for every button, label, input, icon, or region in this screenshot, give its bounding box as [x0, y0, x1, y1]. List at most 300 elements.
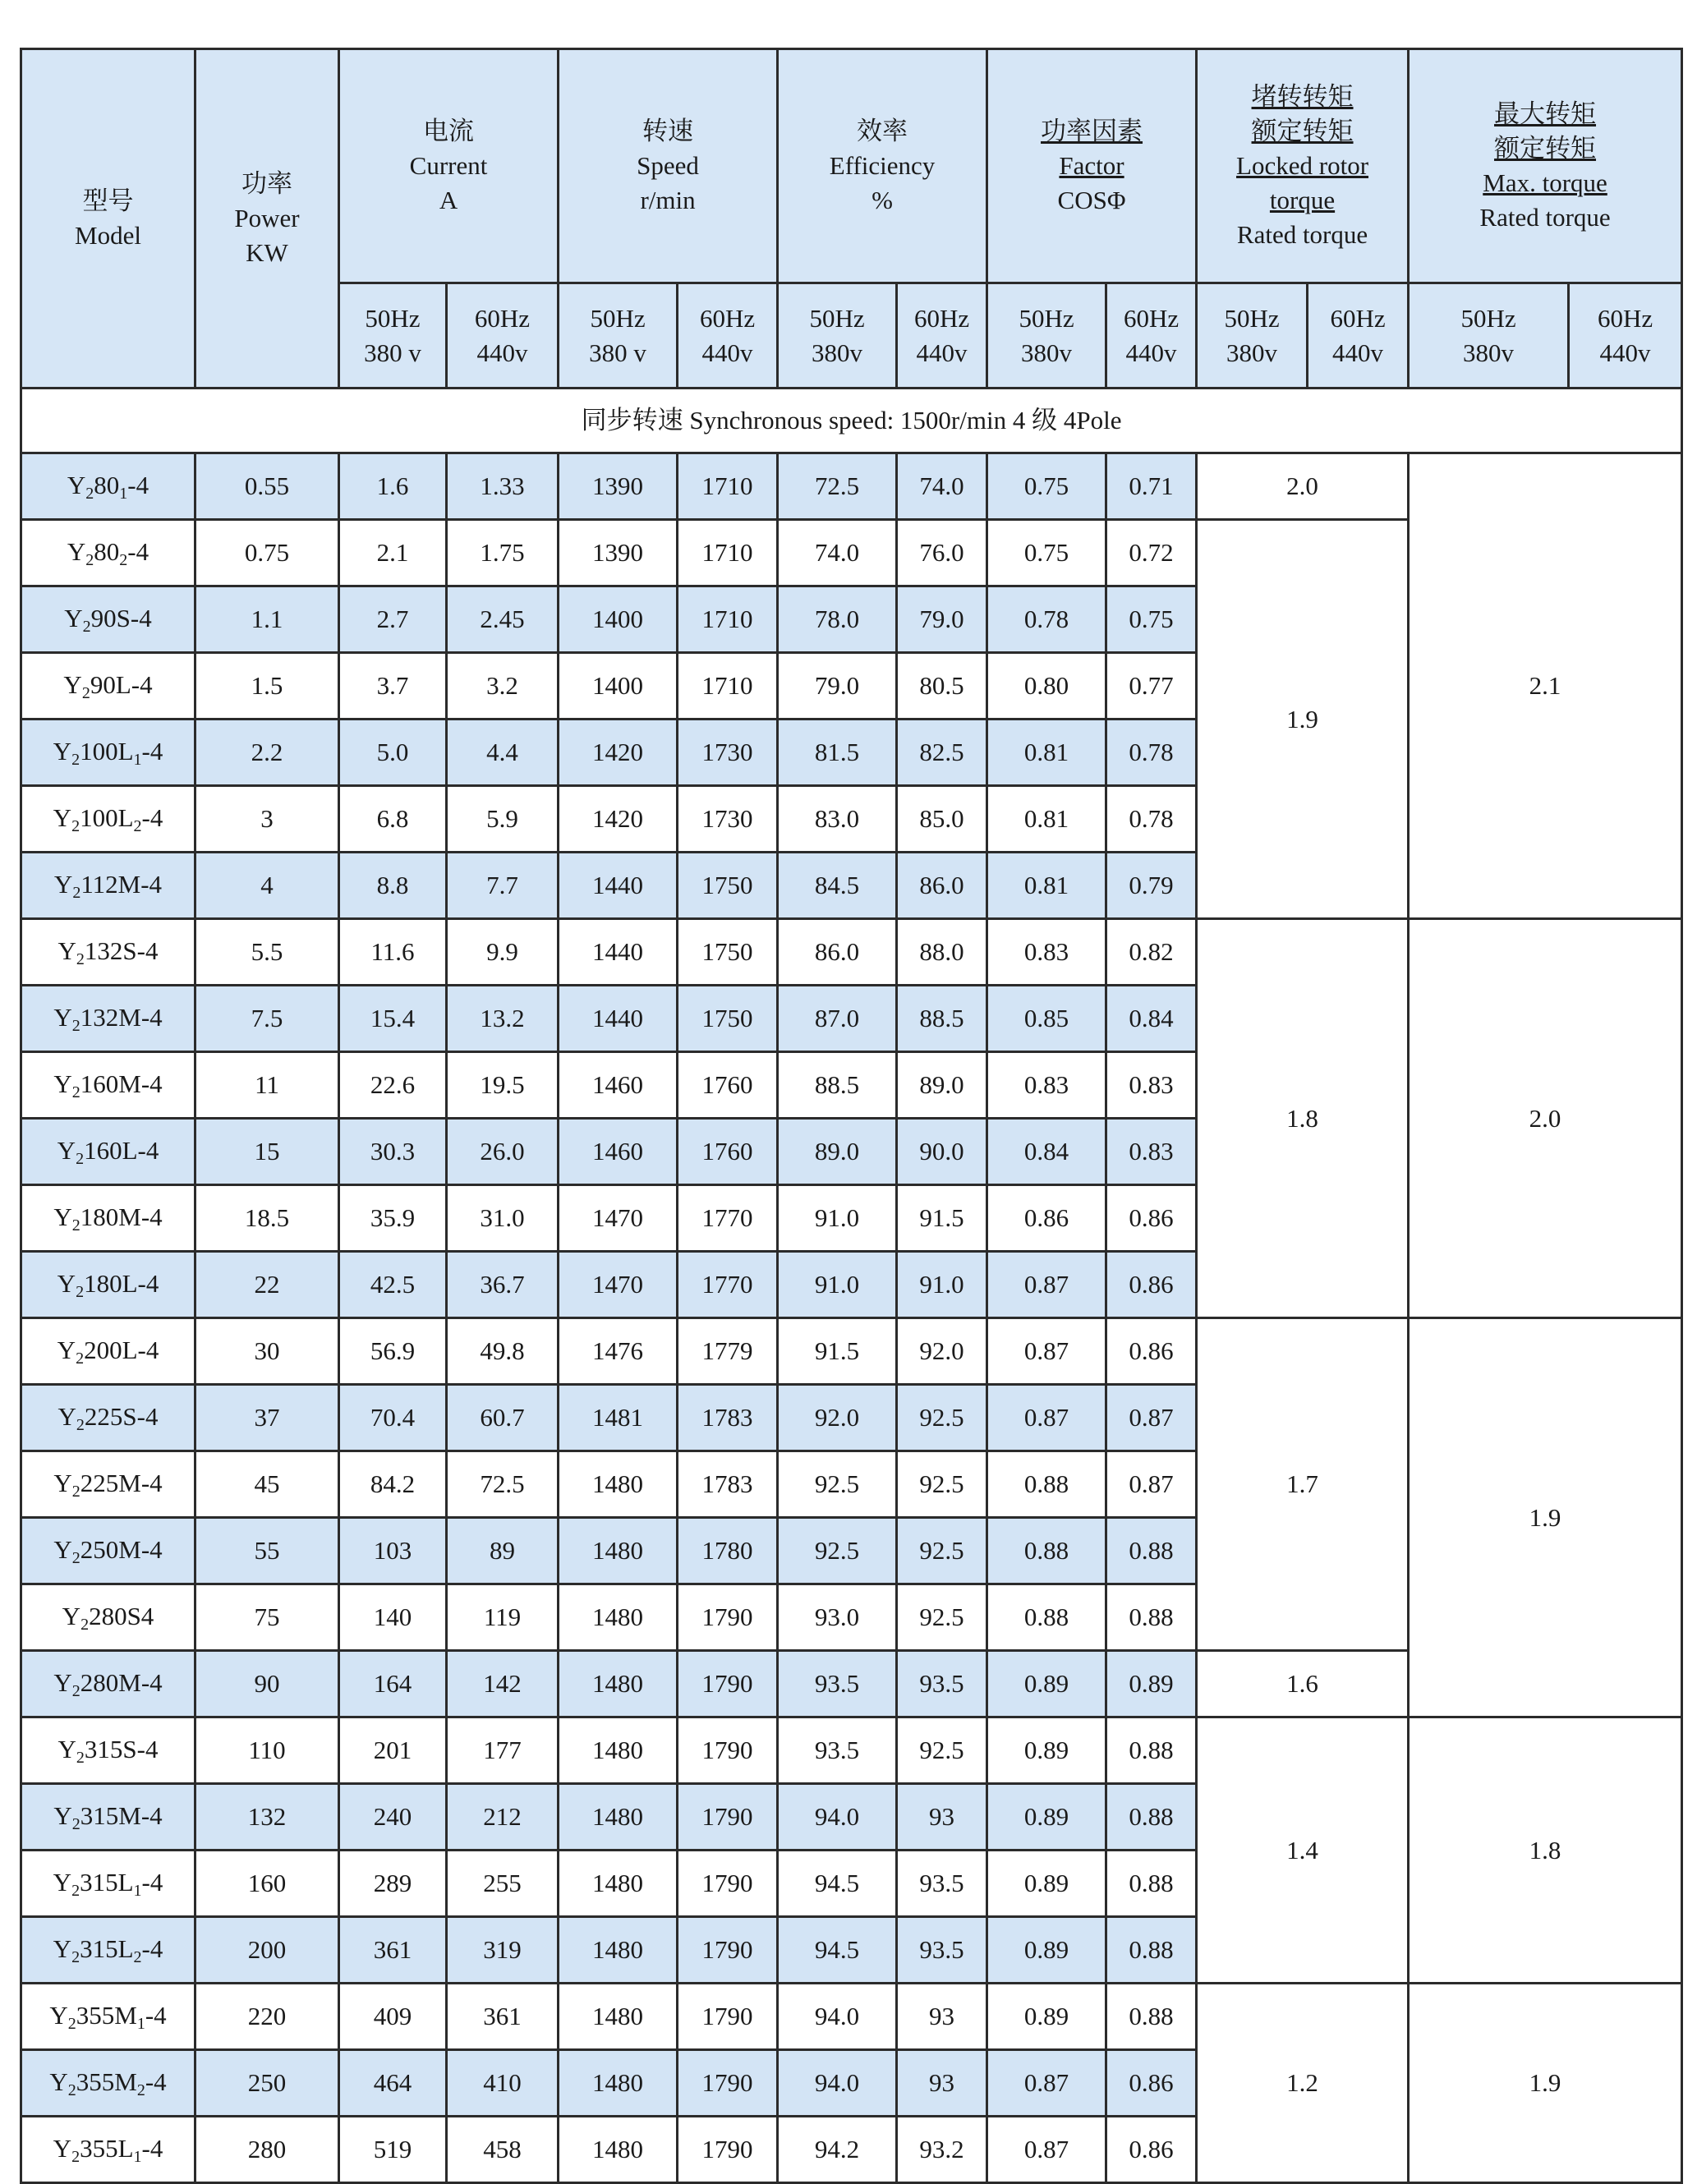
value-cell: 91.0 — [778, 1185, 897, 1252]
model-cell — [21, 1917, 195, 1984]
value-cell: 91.5 — [897, 1185, 987, 1252]
model-text: -4 — [141, 736, 163, 766]
subheader-frequency: 50Hz — [590, 303, 646, 333]
table-row — [21, 1318, 1682, 1385]
value-cell: 519 — [339, 2117, 447, 2183]
model-cell — [21, 720, 195, 786]
locked-rotor-ratio: 2.0 — [1197, 453, 1409, 520]
value-cell: 0.87 — [1106, 1451, 1197, 1518]
value-cell: 91.0 — [778, 1252, 897, 1318]
value-cell: 92.5 — [897, 1717, 987, 1784]
model-cell — [21, 986, 195, 1052]
value-cell: 0.89 — [987, 1717, 1106, 1784]
model-cell — [21, 919, 195, 986]
model-cell — [21, 1784, 195, 1851]
value-cell: 30 — [195, 1318, 339, 1385]
value-cell: 78.0 — [778, 586, 897, 653]
value-cell: 7.7 — [447, 853, 559, 919]
model-cell — [21, 1584, 195, 1651]
model-text: Y — [57, 1734, 76, 1763]
table-row — [21, 1984, 1682, 2050]
header-locked-cn-2: 额定转矩 — [1251, 117, 1354, 146]
value-cell: 35.9 — [339, 1185, 447, 1252]
subheader-cell — [897, 283, 987, 389]
model-text: Y — [53, 1202, 72, 1231]
value-cell: 1730 — [678, 720, 778, 786]
value-cell: 255 — [447, 1851, 559, 1917]
value-cell: 140 — [339, 1584, 447, 1651]
subheader-voltage: 440v — [476, 338, 528, 367]
model-subscript: 2 — [76, 1282, 85, 1301]
model-text: 80 — [94, 470, 120, 499]
value-cell: 0.86 — [1106, 1185, 1197, 1252]
subheader-frequency: 60Hz — [1123, 303, 1180, 333]
model-subscript: 1 — [133, 2147, 142, 2166]
value-cell: 94.0 — [778, 1984, 897, 2050]
header-speed-en: Speed — [637, 151, 699, 181]
value-cell: 84.2 — [339, 1451, 447, 1518]
value-cell: 93 — [897, 2050, 987, 2117]
model-text: Y — [53, 1800, 72, 1830]
value-cell: 94.5 — [778, 1851, 897, 1917]
value-cell: 0.87 — [987, 2050, 1106, 2117]
subheader-cell — [1308, 283, 1409, 389]
header-max-en-1: Max. torque — [1483, 168, 1607, 197]
value-cell: 1470 — [559, 1185, 678, 1252]
model-subscript: 2 — [71, 1482, 80, 1501]
subheader-cell — [1106, 283, 1197, 389]
value-cell: 0.55 — [195, 453, 339, 520]
value-cell: 1750 — [678, 986, 778, 1052]
value-cell: 1770 — [678, 1185, 778, 1252]
model-text: 100L — [80, 736, 134, 766]
value-cell: 0.87 — [987, 1252, 1106, 1318]
model-text: Y — [53, 1002, 72, 1032]
subheader-frequency: 60Hz — [1330, 303, 1386, 333]
model-cell — [21, 1385, 195, 1451]
header-locked-en-2: torque — [1269, 185, 1336, 214]
model-text: 315M-4 — [80, 1800, 163, 1830]
model-subscript: 2 — [67, 2014, 76, 2033]
model-cell — [21, 1119, 195, 1185]
value-cell: 1480 — [559, 1984, 678, 2050]
value-cell: 1.1 — [195, 586, 339, 653]
model-cell — [21, 1518, 195, 1584]
value-cell: 110 — [195, 1717, 339, 1784]
model-text: Y — [49, 2067, 68, 2096]
table-row — [21, 919, 1682, 986]
value-cell: 93.0 — [778, 1584, 897, 1651]
header-model-en: Model — [75, 221, 141, 250]
model-cell — [21, 2050, 195, 2117]
value-cell: 94.5 — [778, 1917, 897, 1984]
value-cell: 1480 — [559, 1584, 678, 1651]
value-cell: 18.5 — [195, 1185, 339, 1252]
value-cell: 2.1 — [339, 520, 447, 586]
header-efficiency-unit: % — [871, 185, 893, 214]
value-cell: 56.9 — [339, 1318, 447, 1385]
header-efficiency — [778, 49, 987, 283]
model-text: 132S-4 — [84, 936, 159, 965]
model-cell — [21, 1252, 195, 1318]
model-text: -4 — [141, 2133, 163, 2163]
model-subscript: 1 — [119, 484, 128, 503]
value-cell: 90.0 — [897, 1119, 987, 1185]
value-cell: 93.5 — [778, 1717, 897, 1784]
locked-rotor-ratio: 1.6 — [1197, 1651, 1409, 1717]
value-cell: 8.8 — [339, 853, 447, 919]
value-cell: 89.0 — [778, 1119, 897, 1185]
value-cell: 1710 — [678, 586, 778, 653]
value-cell: 1790 — [678, 1784, 778, 1851]
value-cell: 1750 — [678, 853, 778, 919]
value-cell: 92.5 — [897, 1451, 987, 1518]
value-cell: 1480 — [559, 1518, 678, 1584]
value-cell: 92.5 — [778, 1518, 897, 1584]
value-cell: 1480 — [559, 2117, 678, 2183]
value-cell: 1790 — [678, 1917, 778, 1984]
value-cell: 91.5 — [778, 1318, 897, 1385]
sync-speed-row — [21, 389, 1682, 453]
header-factor-cn: 功率因素 — [1041, 117, 1143, 146]
subheader-voltage: 380v — [812, 338, 863, 367]
subheader-voltage: 440v — [1125, 338, 1177, 367]
value-cell: 1779 — [678, 1318, 778, 1385]
value-cell: 15.4 — [339, 986, 447, 1052]
model-subscript: 2 — [85, 484, 94, 503]
model-text: Y — [53, 1867, 72, 1897]
value-cell: 103 — [339, 1518, 447, 1584]
header-factor-en: Factor — [1059, 151, 1124, 181]
value-cell: 94.0 — [778, 1784, 897, 1851]
value-cell: 1390 — [559, 453, 678, 520]
model-text: 180M-4 — [80, 1202, 163, 1231]
value-cell: 160 — [195, 1851, 339, 1917]
subheader-cell — [1409, 283, 1569, 389]
model-cell — [21, 1651, 195, 1717]
model-subscript: 1 — [133, 1881, 142, 1900]
model-text: Y — [62, 1601, 81, 1630]
model-subscript: 2 — [71, 1881, 80, 1900]
value-cell: 0.78 — [1106, 786, 1197, 853]
value-cell: 1790 — [678, 2117, 778, 2183]
value-cell: 4 — [195, 853, 339, 919]
value-cell: 1460 — [559, 1052, 678, 1119]
value-cell: 1790 — [678, 1584, 778, 1651]
value-cell: 0.86 — [987, 1185, 1106, 1252]
header-power-en: Power — [234, 204, 300, 233]
value-cell: 1710 — [678, 653, 778, 720]
value-cell: 0.89 — [987, 1917, 1106, 1984]
value-cell: 3.7 — [339, 653, 447, 720]
value-cell: 1460 — [559, 1119, 678, 1185]
value-cell: 92.0 — [778, 1385, 897, 1451]
value-cell: 0.89 — [987, 1784, 1106, 1851]
model-cell — [21, 520, 195, 586]
value-cell: 0.86 — [1106, 2117, 1197, 2183]
model-subscript: 2 — [85, 550, 94, 569]
value-cell: 90 — [195, 1651, 339, 1717]
model-text: 180L-4 — [84, 1268, 159, 1298]
value-cell: 1790 — [678, 1851, 778, 1917]
model-text: 132M-4 — [80, 1002, 163, 1032]
value-cell: 92.5 — [897, 1518, 987, 1584]
value-cell: 0.85 — [987, 986, 1106, 1052]
model-subscript: 2 — [82, 617, 91, 636]
model-text: -4 — [127, 536, 149, 566]
value-cell: 0.81 — [987, 853, 1106, 919]
max-torque-ratio: 2.0 — [1409, 919, 1682, 1318]
value-cell: 22.6 — [339, 1052, 447, 1119]
model-subscript: 2 — [71, 1548, 80, 1567]
value-cell: 93.2 — [897, 2117, 987, 2183]
model-cell — [21, 1185, 195, 1252]
value-cell: 0.89 — [987, 1984, 1106, 2050]
subheader-frequency: 50Hz — [1224, 303, 1280, 333]
value-cell: 0.78 — [1106, 720, 1197, 786]
value-cell: 0.71 — [1106, 453, 1197, 520]
header-power-cn: 功率 — [241, 169, 292, 199]
value-cell: 5.0 — [339, 720, 447, 786]
model-text: Y — [57, 1335, 76, 1364]
value-cell: 1480 — [559, 1651, 678, 1717]
value-cell: 7.5 — [195, 986, 339, 1052]
locked-rotor-ratio: 1.4 — [1197, 1717, 1409, 1984]
model-cell — [21, 653, 195, 720]
value-cell: 1.5 — [195, 653, 339, 720]
model-subscript: 2 — [71, 750, 80, 769]
subheader-voltage: 380v — [1021, 338, 1073, 367]
value-cell: 93 — [897, 1784, 987, 1851]
value-cell: 85.0 — [897, 786, 987, 853]
value-cell: 0.88 — [1106, 1984, 1197, 2050]
value-cell: 83.0 — [778, 786, 897, 853]
subheader-voltage: 440v — [916, 338, 968, 367]
model-text: 315L — [80, 1933, 134, 1963]
value-cell: 0.84 — [987, 1119, 1106, 1185]
value-cell: 464 — [339, 2050, 447, 2117]
model-text: Y — [53, 1069, 72, 1098]
value-cell: 0.88 — [1106, 1584, 1197, 1651]
value-cell: 1790 — [678, 1717, 778, 1784]
value-cell: 0.88 — [1106, 1717, 1197, 1784]
value-cell: 1730 — [678, 786, 778, 853]
model-text: -4 — [141, 1933, 163, 1963]
value-cell: 80.5 — [897, 653, 987, 720]
value-cell: 22 — [195, 1252, 339, 1318]
model-cell — [21, 1717, 195, 1784]
header-locked-rotor — [1197, 49, 1409, 283]
model-text: Y — [53, 1667, 72, 1697]
model-subscript: 2 — [133, 816, 142, 835]
model-subscript: 2 — [136, 2081, 145, 2099]
value-cell: 9.9 — [447, 919, 559, 986]
model-text: Y — [57, 1268, 76, 1298]
model-text: -4 — [145, 2000, 167, 2030]
value-cell: 0.86 — [1106, 1318, 1197, 1385]
model-text: 160L-4 — [84, 1135, 159, 1165]
value-cell: 93.5 — [897, 1851, 987, 1917]
subheader-cell — [1569, 283, 1682, 389]
value-cell: 49.8 — [447, 1318, 559, 1385]
value-cell: 74.0 — [897, 453, 987, 520]
value-cell: 0.75 — [987, 453, 1106, 520]
value-cell: 13.2 — [447, 986, 559, 1052]
model-text: 160M-4 — [80, 1069, 163, 1098]
header-model-cn: 型号 — [82, 186, 134, 216]
value-cell: 1481 — [559, 1385, 678, 1451]
value-cell: 76.0 — [897, 520, 987, 586]
value-cell: 94.0 — [778, 2050, 897, 2117]
header-locked-en-3: Rated torque — [1236, 219, 1368, 249]
value-cell: 0.72 — [1106, 520, 1197, 586]
header-current-unit: A — [439, 185, 458, 214]
model-text: 90S-4 — [90, 603, 152, 632]
model-text: Y — [53, 1468, 72, 1497]
subheader-frequency: 60Hz — [1597, 303, 1653, 333]
value-cell: 11 — [195, 1052, 339, 1119]
value-cell: 1420 — [559, 786, 678, 853]
value-cell: 1440 — [559, 853, 678, 919]
value-cell: 81.5 — [778, 720, 897, 786]
model-subscript: 2 — [76, 1748, 85, 1767]
header-power-unit: KW — [246, 237, 288, 267]
model-subscript: 2 — [71, 816, 80, 835]
model-text: 112M-4 — [80, 869, 163, 899]
value-cell: 92.0 — [897, 1318, 987, 1385]
subheader-frequency: 60Hz — [913, 303, 970, 333]
value-cell: 0.86 — [1106, 2050, 1197, 2117]
value-cell: 92.5 — [897, 1385, 987, 1451]
value-cell: 0.81 — [987, 786, 1106, 853]
subheader-voltage: 380 v — [364, 338, 421, 367]
value-cell: 1480 — [559, 1851, 678, 1917]
model-text: Y — [53, 1534, 72, 1564]
value-cell: 0.87 — [1106, 1385, 1197, 1451]
subheader-voltage: 380v — [1226, 338, 1278, 367]
value-cell: 1476 — [559, 1318, 678, 1385]
subheader-voltage: 380v — [1463, 338, 1515, 367]
value-cell: 93.5 — [897, 1651, 987, 1717]
subheader-frequency: 50Hz — [809, 303, 865, 333]
value-cell: 1790 — [678, 1984, 778, 2050]
header-efficiency-cn: 效率 — [857, 117, 908, 146]
value-cell: 132 — [195, 1784, 339, 1851]
value-cell: 2.7 — [339, 586, 447, 653]
model-text: Y — [57, 1135, 76, 1165]
value-cell: 240 — [339, 1784, 447, 1851]
model-text: -4 — [141, 802, 163, 832]
value-cell: 84.5 — [778, 853, 897, 919]
value-cell: 1783 — [678, 1451, 778, 1518]
header-locked-en-1: Locked rotor — [1236, 151, 1369, 181]
model-subscript: 2 — [71, 1947, 80, 1966]
value-cell: 1440 — [559, 919, 678, 986]
subheader-cell — [778, 283, 897, 389]
value-cell: 36.7 — [447, 1252, 559, 1318]
value-cell: 0.78 — [987, 586, 1106, 653]
value-cell: 2.45 — [447, 586, 559, 653]
header-factor-unit: COSΦ — [1057, 185, 1126, 214]
model-text: 250M-4 — [80, 1534, 163, 1564]
model-text: Y — [53, 869, 73, 899]
value-cell: 280 — [195, 2117, 339, 2183]
value-cell: 220 — [195, 1984, 339, 2050]
value-cell: 0.82 — [1106, 919, 1197, 986]
model-cell — [21, 586, 195, 653]
value-cell: 1470 — [559, 1252, 678, 1318]
subheader-cell — [339, 283, 447, 389]
model-cell — [21, 1851, 195, 1917]
model-subscript: 2 — [76, 1149, 85, 1168]
value-cell: 0.88 — [987, 1451, 1106, 1518]
value-cell: 1780 — [678, 1518, 778, 1584]
motor-spec-table — [20, 48, 1683, 2184]
value-cell: 361 — [447, 1984, 559, 2050]
value-cell: 93 — [897, 1984, 987, 2050]
value-cell: 1783 — [678, 1385, 778, 1451]
value-cell: 0.88 — [1106, 1851, 1197, 1917]
value-cell: 1710 — [678, 520, 778, 586]
header-speed — [559, 49, 778, 283]
header-max-cn-1: 最大转矩 — [1494, 99, 1597, 129]
value-cell: 0.84 — [1106, 986, 1197, 1052]
subheader-voltage: 440v — [1599, 338, 1651, 367]
value-cell: 361 — [339, 1917, 447, 1984]
value-cell: 0.89 — [1106, 1651, 1197, 1717]
value-cell: 1480 — [559, 1451, 678, 1518]
model-text: 225S-4 — [84, 1401, 159, 1431]
value-cell: 1710 — [678, 453, 778, 520]
subheader-cell — [678, 283, 778, 389]
value-cell: 0.81 — [987, 720, 1106, 786]
value-cell: 72.5 — [447, 1451, 559, 1518]
model-text: Y — [67, 470, 86, 499]
header-power — [195, 49, 339, 389]
subheader-cell — [559, 283, 678, 389]
value-cell: 410 — [447, 2050, 559, 2117]
model-subscript: 2 — [67, 2081, 76, 2099]
value-cell: 37 — [195, 1385, 339, 1451]
model-text: Y — [64, 603, 83, 632]
value-cell: 15 — [195, 1119, 339, 1185]
value-cell: 1480 — [559, 2050, 678, 2117]
model-subscript: 2 — [71, 1814, 80, 1833]
value-cell: 0.75 — [195, 520, 339, 586]
header-speed-unit: r/min — [640, 185, 696, 214]
value-cell: 0.83 — [1106, 1119, 1197, 1185]
header-locked-cn-1: 堵转转矩 — [1251, 82, 1354, 112]
model-text: 315S-4 — [84, 1734, 159, 1763]
value-cell: 1790 — [678, 2050, 778, 2117]
model-text: -4 — [141, 1867, 163, 1897]
value-cell: 0.87 — [987, 1385, 1106, 1451]
value-cell: 0.83 — [987, 919, 1106, 986]
value-cell: 1760 — [678, 1052, 778, 1119]
value-cell: 0.88 — [1106, 1917, 1197, 1984]
model-text: Y — [57, 936, 76, 965]
model-subscript: 2 — [119, 550, 128, 569]
value-cell: 91.0 — [897, 1252, 987, 1318]
value-cell: 60.7 — [447, 1385, 559, 1451]
model-text: Y — [49, 2000, 68, 2030]
header-max-cn-2: 额定转矩 — [1494, 134, 1597, 163]
value-cell: 0.88 — [987, 1584, 1106, 1651]
header-current-en: Current — [409, 151, 488, 181]
table-row — [21, 1717, 1682, 1784]
model-subscript: 2 — [71, 1681, 80, 1700]
header-model — [21, 49, 195, 389]
